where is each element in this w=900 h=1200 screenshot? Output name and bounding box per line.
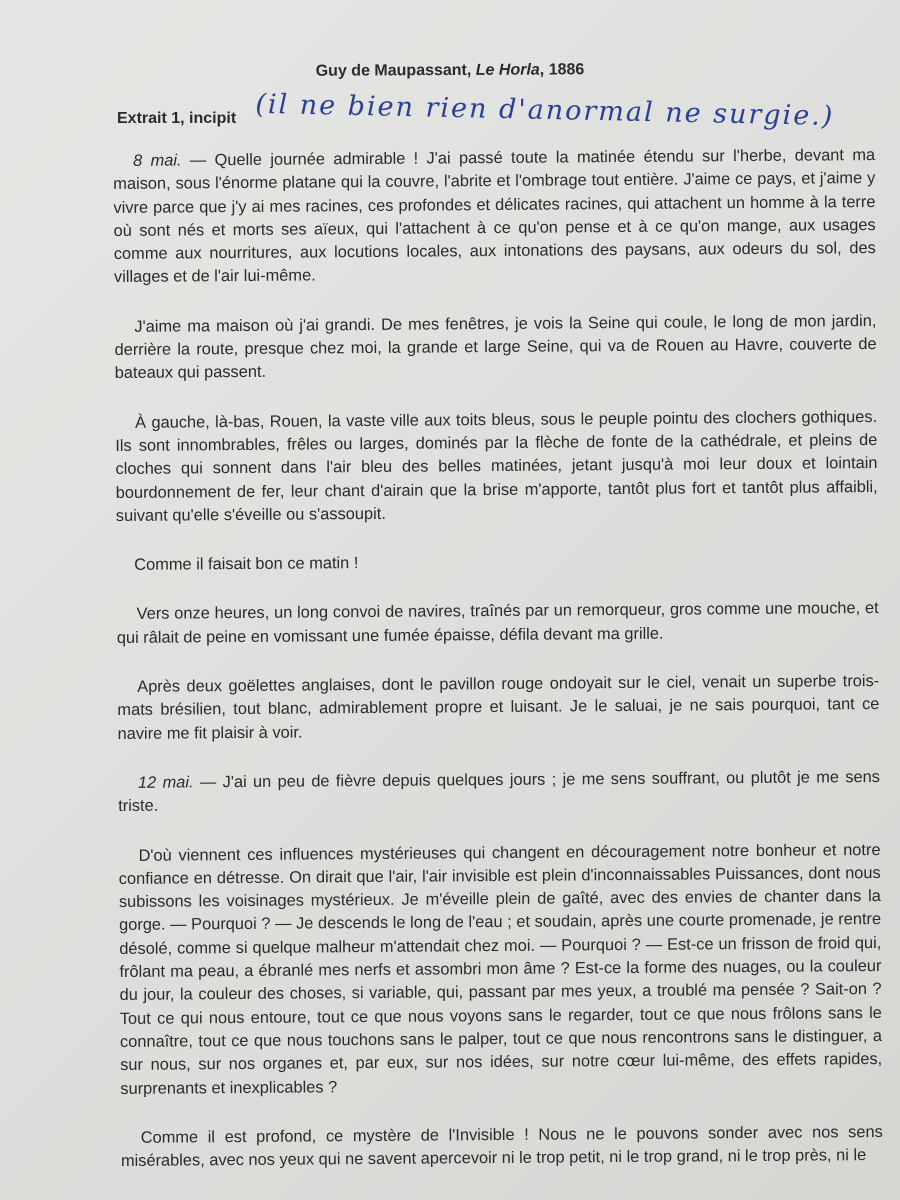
extract-label: Extrait 1, incipit — [117, 110, 237, 127]
paragraph-7 — [118, 766, 880, 819]
document-title — [0, 60, 900, 83]
paragraph-8: D'où viennent ces influences mystérieuses qui changent en découragement notre bonheur et notre confiance en détresse. On dirait que l'air, l'air invisible est plein d'inconnaissables Puissances, dont nous subissons les voisinages mystérieux. Je m'éveille plein de gaîté, avec des envies de chanter dans la gorge. — Pourquoi ? — Je descends le long de l'eau ; et soudain, après une courte promenade, je rentre désolé, comme si quelque malheur m'attendait chez moi. — Pourquoi ? — Est-ce un frisson de froid qui, frôlant ma peau, a ébranlé mes nerfs et assombri mon âme ? Est-ce la forme des nuages, ou la couleur du jour, la couleur des choses, si variable, qui, passant par mes yeux, a troublé ma pensée ? Sait-on ? Tout ce qui nous entoure, tout ce que nous voyons sans le regarder, tout ce que nous frôlons sans le connaître, tout ce que nous touchons sans le palper, tout ce que nous rencontrons sans le distinguer, a sur nous, sur nos organes et, par eux, sur nos idées, sur notre cœur lui-même, des effets rapides, surprenants et inexplicables ? — [118, 840, 883, 1098]
handwritten-note-text: (il ne bien rien d'anormal ne surgie.) — [255, 88, 835, 132]
paragraph-4: Comme il faisait bon ce matin ! — [134, 554, 359, 575]
paragraph-6: Après deux goëlettes anglaises, dont le pavillon rouge ondoyait sur le ciel, venait un superbe trois-mats brésilien, tout blanc, admirablement propre et luisant. Je le saluai, je ne sais pourquoi, tant ce navire me fit plaisir à voir. — [117, 672, 880, 743]
paragraph-5: Vers onze heures, un long convoi de navires, traînés par un remorqueur, gros comme une mouche, et qui râlait de peine en vomissant une fumée épaisse, défila devant ma grille. — [116, 599, 879, 647]
paragraph-3: À gauche, là-bas, Rouen, la vaste ville aux toits bleus, sous le peuple pointu des clochers gothiques. Ils sont innombrables, frêles ou larges, dominés par la flèche de fonte de la cathédrale, et pleins de cloches qui sonnent dans l'air bleu des belles matinées, jetant jusqu'à moi leur doux et lointain bourdonnement de fer, leur chant d'airain que la brise m'apporte, tantôt plus fort et tantôt plus affaibli, suivant qu'elle s'éveille ou s'assoupit. — [115, 407, 878, 525]
paragraph-1-text: — Quelle journée admirable ! J'ai passé toute la matinée étendu sur l'herbe, devant ma maison, sous l'énorme platane qui la couvre, l'abrite et l'ombrage tout entière. J'aime ce pays, et j'aime y vivre parce que j'y ai mes racines, ces profondes et délicates racines, qui attachent un homme à la terre où sont nés et morts ses aïeux, qui l'attachent à ce qu'on pense et à ce qu'on mange, aux usages comme aux nourritures, aux locutions locales, aux intonations des paysans, aux odeurs du sol, des villages et de l'air lui-même. — [113, 146, 876, 287]
paragraph-9: Comme il est profond, ce mystère de l'Invisible ! Nous ne le pouvons sonder avec nos sens misérables, avec nos yeux qui ne savent apercevoir ni le trop petit, ni le trop grand, ni le trop près, ni le — [120, 1122, 883, 1171]
date-12-mai: 12 mai. — [137, 773, 194, 792]
paragraph-2: J'aime ma maison où j'ai grandi. De mes fenêtres, je vois la Seine qui coule, le long de mon jardin, derrière la route, presque chez moi, la grande et large Seine, qui va de Rouen au Havre, couverte de bateaux qui passent. — [114, 311, 877, 383]
date-8-mai: 8 mai. — [133, 151, 182, 170]
title-year: , 1886 — [539, 61, 585, 79]
title-author: Guy de Maupassant, — [315, 61, 476, 80]
paragraph-7-text: — J'ai un peu de fièvre depuis quelques jours ; je me sens souffrant, ou plutôt je me sens triste. — [118, 767, 881, 816]
title-work: Le Horla — [475, 61, 540, 79]
paragraph-1 — [113, 144, 876, 290]
text-body — [113, 144, 883, 1173]
